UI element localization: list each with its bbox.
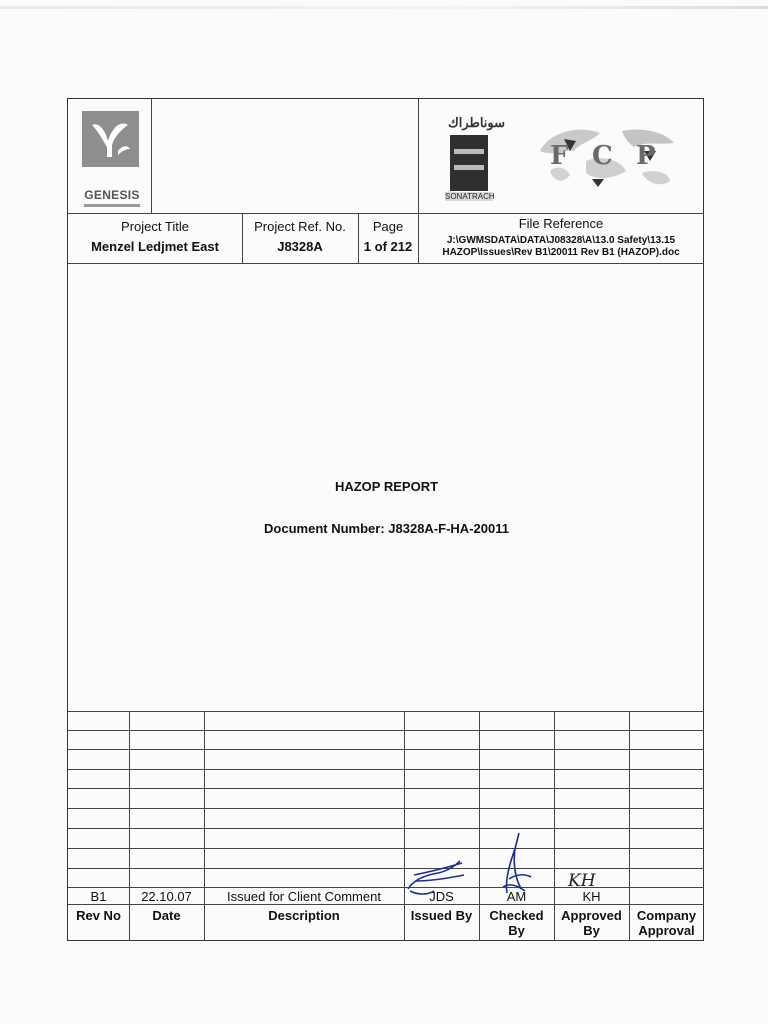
checker-signature <box>479 829 554 901</box>
page-value: 1 of 212 <box>363 239 413 254</box>
report-title: HAZOP REPORT <box>334 479 439 494</box>
issued-by-header: Issued By <box>410 908 473 923</box>
sonatrach-logo <box>445 113 506 201</box>
rev-value: B1 <box>90 889 107 904</box>
fcp-letter-c: C <box>592 141 613 171</box>
header-divider-1 <box>151 99 152 213</box>
issued-by-value: JDS <box>429 889 454 904</box>
date-value: 22.10.07 <box>141 889 192 904</box>
fcp-logo <box>530 121 680 199</box>
approver-signature: KH <box>568 871 596 891</box>
sonatrach-arabic: سوناطراك <box>448 115 506 130</box>
rev-no-header: Rev No <box>76 908 121 923</box>
approved-by-header: Approved By <box>561 908 622 938</box>
description-value: Issued for Client Comment <box>227 889 381 904</box>
checked-by-value: AM <box>506 889 527 904</box>
genesis-wordmark: GENESIS <box>84 188 140 202</box>
project-title-value: Menzel Ledjmet East <box>91 239 219 254</box>
header-bottom-line <box>68 213 704 214</box>
sonatrach-wordmark: SONATRACH <box>445 192 495 201</box>
fcp-letter-p: P <box>636 141 656 171</box>
revision-table <box>68 711 704 941</box>
file-ref-line2: HAZOP\Issues\Rev B1\20011 Rev B1 (HAZOP).doc <box>442 247 680 258</box>
genesis-logo-mark <box>82 111 139 167</box>
scan-edge <box>0 6 768 9</box>
sonatrach-emblem <box>450 135 488 191</box>
info-bottom-line <box>68 263 704 264</box>
project-ref-label: Project Ref. No. <box>254 219 346 234</box>
file-ref-line1: J:\GWMSDATA\DATA\J08328\A\13.0 Safety\13.15 <box>446 235 676 246</box>
project-title-label: Project Title <box>121 219 189 234</box>
checked-by-header: Checked By <box>489 908 544 938</box>
genesis-logo <box>82 111 140 201</box>
project-ref-value: J8328A <box>277 239 323 254</box>
file-ref-label: File Reference <box>518 216 604 231</box>
approved-by-value: KH <box>582 889 601 904</box>
date-header: Date <box>152 908 181 923</box>
description-header: Description <box>268 908 340 923</box>
company-approval-header: Company Approval <box>636 908 697 938</box>
page-label: Page <box>372 219 404 234</box>
document-number: Document Number: J8328A-F-HA-20011 <box>264 521 509 536</box>
issuer-signature <box>404 851 479 901</box>
document-frame <box>67 98 704 941</box>
genesis-underline <box>84 204 140 207</box>
fcp-letter-f: F <box>550 141 569 171</box>
